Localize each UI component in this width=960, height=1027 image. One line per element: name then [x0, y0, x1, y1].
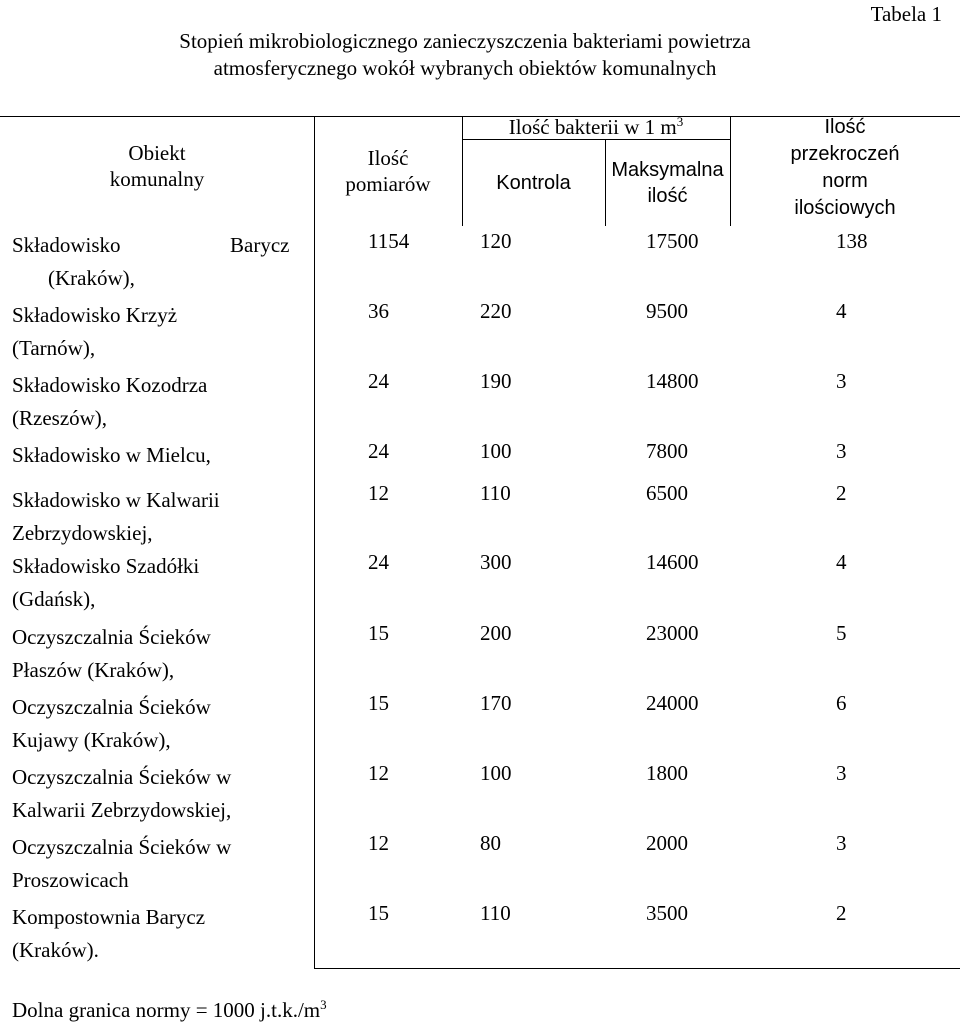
title-line-2: atmosferycznego wokół wybranych obiektów komunalnych: [213, 56, 717, 80]
row-object-line-1: Składowisko Krzyż: [12, 303, 178, 327]
row-value-n: 15: [368, 691, 389, 715]
row-value-n: 15: [368, 621, 389, 645]
title-line-1: Stopień mikrobiologicznego zanieczyszczenia bakteriami powietrza: [179, 29, 751, 53]
row-value-m: 3500: [646, 901, 688, 925]
row-object-line-1: Składowisko w Kalwarii: [12, 488, 220, 512]
row-object-line-2: (Rzeszów),: [12, 406, 108, 430]
row-value-p: 138: [836, 229, 868, 253]
row-object-line-1: Składowisko Szadółki: [12, 554, 200, 578]
header-measurements: Ilość pomiarów: [345, 146, 431, 196]
row-value-p: 2: [836, 901, 847, 925]
row-value-k: 200: [480, 621, 512, 645]
footer-note: Dolna granica normy = 1000 $j.t.k./m^3$: [12, 997, 327, 1022]
row-value-m: 6500: [646, 481, 688, 505]
row-value-k: 100: [480, 439, 512, 463]
row-value-k: 110: [480, 901, 511, 925]
row-object-line-2: Kalwarii Zebrzydowskiej,: [12, 798, 232, 822]
row-object-line-2: Proszowicach: [12, 868, 129, 892]
header-control: Kontrola: [496, 172, 571, 194]
row-value-n: 24: [368, 550, 389, 574]
row-object-line-2: (Kraków),: [48, 266, 135, 290]
row-value-m: 1800: [646, 761, 688, 785]
header-exceed: Ilość przekroczeń norm ilościowych: [790, 116, 900, 219]
row-value-m: 14800: [646, 369, 699, 393]
row-object-line-1: Składowisko: [12, 233, 121, 257]
row-value-p: 4: [836, 299, 847, 323]
row-object-line-2: (Gdańsk),: [12, 587, 96, 611]
row-value-m: 14600: [646, 550, 699, 574]
header-max: Maksymalna ilość: [611, 159, 724, 207]
table-bottom-border: [314, 968, 960, 969]
row-value-p: 3: [836, 761, 847, 785]
row-value-m: 7800: [646, 439, 688, 463]
row-object-line-2: Płaszów (Kraków),: [12, 658, 175, 682]
row-object-line-2: Kujawy (Kraków),: [12, 728, 171, 752]
row-value-m: 23000: [646, 621, 699, 645]
header-bacteria-group: Ilość bakterii w 1 $m^3$: [508, 114, 684, 139]
row-value-p: 6: [836, 691, 847, 715]
row-value-k: 120: [480, 229, 512, 253]
header-object: Obiekt komunalny: [109, 141, 205, 191]
row-value-k: 170: [480, 691, 512, 715]
row-object-line-2: Zebrzydowskiej,: [12, 521, 153, 545]
row-value-p: 3: [836, 831, 847, 855]
row-value-k: 110: [480, 481, 511, 505]
row-value-k: 300: [480, 550, 512, 574]
row-value-p: 3: [836, 369, 847, 393]
row-value-p: 5: [836, 621, 847, 645]
row-value-n: 15: [368, 901, 389, 925]
row-value-p: 2: [836, 481, 847, 505]
row-object-suffix: Barycz: [230, 233, 290, 257]
row-value-k: 190: [480, 369, 512, 393]
table-title: [95, 28, 835, 82]
row-value-k: 220: [480, 299, 512, 323]
row-value-k: 80: [480, 831, 501, 855]
row-object-line-1: Oczyszczalnia Ścieków: [12, 695, 211, 719]
row-value-m: 2000: [646, 831, 688, 855]
row-object-line-1: Oczyszczalnia Ścieków w: [12, 765, 232, 789]
row-object-line-1: Składowisko Kozodrza: [12, 373, 208, 397]
row-value-n: 1154: [368, 229, 410, 253]
table-number: Tabela 1: [870, 2, 942, 26]
row-value-m: 9500: [646, 299, 688, 323]
row-object-line-1: Kompostownia Barycz: [12, 905, 206, 929]
row-value-n: 12: [368, 831, 389, 855]
row-value-n: 12: [368, 761, 389, 785]
row-value-n: 12: [368, 481, 389, 505]
row-value-n: 24: [368, 439, 389, 463]
row-object-line-1: Oczyszczalnia Ścieków: [12, 625, 211, 649]
row-object-line-2: (Kraków).: [12, 938, 99, 962]
row-value-p: 3: [836, 439, 847, 463]
row-value-n: 36: [368, 299, 389, 323]
row-value-p: 4: [836, 550, 847, 574]
row-object-line-1: Składowisko w Mielcu,: [12, 443, 211, 467]
row-value-m: 17500: [646, 229, 699, 253]
column-divider-1: [314, 116, 315, 968]
row-value-n: 24: [368, 369, 389, 393]
row-object-line-2: (Tarnów),: [12, 336, 96, 360]
row-value-k: 100: [480, 761, 512, 785]
row-object-line-1: Oczyszczalnia Ścieków w: [12, 835, 232, 859]
row-value-m: 24000: [646, 691, 699, 715]
